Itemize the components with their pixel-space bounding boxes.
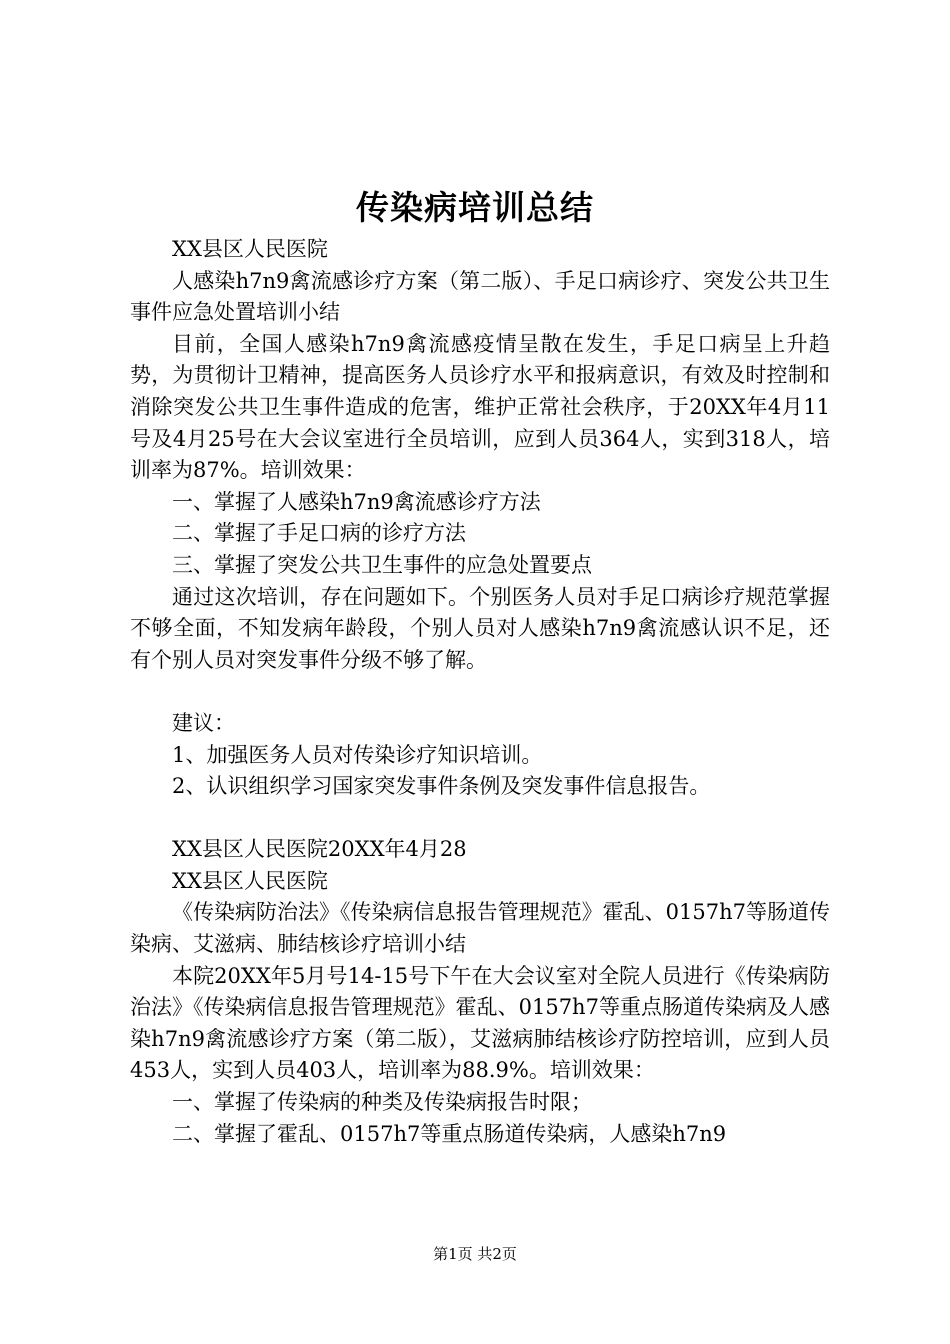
blank-line	[130, 676, 830, 708]
paragraph-effect-1: 一、掌握了人感染h7n9禽流感诊疗方法	[172, 489, 541, 514]
paragraph-signature-date: XX县区人民医院20XX年4月28	[172, 837, 467, 862]
paragraph-problems: 通过这次培训，存在问题如下。个别医务人员对手足口病诊疗规范掌握不够全面，不知发病年龄段，个别人员对人感染h7n9禽流感认识不足，还有个别人员对突发事件分级不够了解。	[130, 584, 830, 672]
paragraph-hospital-name: XX县区人民医院	[172, 237, 328, 261]
blank-line	[130, 803, 830, 835]
paragraph-effect-2-1: 一、掌握了传染病的种类及传染病报告时限；	[172, 1090, 592, 1115]
paragraph-background-2: 本院20XX年5月号14-15号下午在大会议室对全院人员进行《传染病防治法》《传染病信息报告管理规范》霍乱、0157h7等重点肠道传染病及人感染h7n9禽流感诊疗方案（第二版），艾滋病肺结核诊疗防控培训，应到人员453人，实到人员403人，培训率为88.9%。培训效果：	[130, 963, 830, 1083]
paragraph-effect-2-2: 二、掌握了霍乱、0157h7等重点肠道传染病，人感染h7n9	[172, 1121, 727, 1146]
paragraph-training-subject-2: 《传染病防治法》《传染病信息报告管理规范》霍乱、0157h7等肠道传染病、艾滋病、肺结核诊疗培训小结	[130, 900, 830, 957]
document-title: 传染病培训总结	[356, 188, 594, 227]
paragraph-suggestion-1: 1、加强医务人员对传染诊疗知识培训。	[172, 742, 543, 767]
paragraph-training-subject: 人感染h7n9禽流感诊疗方案（第二版）、手足口病诊疗、突发公共卫生事件应急处置培训小结	[130, 268, 830, 325]
paragraph-hospital-name-2: XX县区人民医院	[172, 868, 328, 893]
paragraph-effect-2: 二、掌握了手足口病的诊疗方法	[172, 521, 466, 546]
page-footer: 第1页 共2页	[433, 1245, 517, 1263]
paragraph-background: 目前，全国人感染h7n9禽流感疫情呈散在发生，手足口病呈上升趋势，为贯彻计卫精神，提高医务人员诊疗水平和报病意识，有效及时控制和消除突发公共卫生事件造成的危害，维护正常社会秩序，于20XX年4月11号及4月25号在大会议室进行全员培训，应到人员364人，实到318人，培训率为87%。培训效果：	[130, 331, 830, 483]
paragraph-suggestion-2: 2、认识组织学习国家突发事件条例及突发事件信息报告。	[172, 774, 711, 799]
paragraph-effect-3: 三、掌握了突发公共卫生事件的应急处置要点	[172, 552, 592, 577]
paragraph-suggestion-heading: 建议：	[172, 710, 235, 735]
document-body	[130, 234, 830, 1150]
